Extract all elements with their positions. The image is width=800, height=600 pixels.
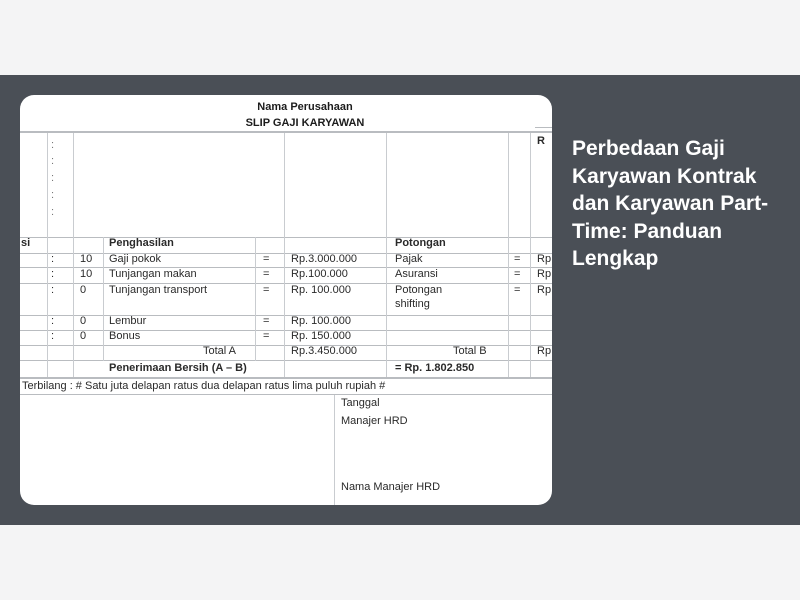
payslip-document [20,95,552,505]
col-line-5 [284,133,285,377]
deduction-amount: Rp [537,268,552,280]
earning-qty: 0 [80,330,87,342]
info-colon: : [51,206,55,218]
earning-amount: Rp. 150.000 [291,330,351,342]
net-pay-value: = Rp. 1.802.850 [395,362,475,374]
amount-in-words: Terbilang : # Satu juta delapan ratus dua delapan ratus lima puluh rupiah # [22,380,386,392]
total-a-label: Total A [203,345,237,357]
manager-label: Manajer HRD [341,415,408,427]
earning-qty: 0 [80,315,87,327]
deduction-amount: Rp [537,284,552,296]
col-line-2 [73,133,74,377]
rule-top [20,131,552,133]
deduction-eq: = [514,284,521,296]
deduction-label: Pajak [395,253,423,265]
right-header-fragment: R [537,135,545,147]
earnings-header: Penghasilan [109,237,174,249]
deduction-eq: = [514,268,521,280]
earning-colon: : [51,268,55,280]
deduction-label: Potongan [395,284,443,296]
col-line-1 [47,133,48,377]
info-colon: : [51,155,55,167]
manager-name: Nama Manajer HRD [341,481,441,493]
date-label: Tanggal [341,397,380,409]
earning-colon: : [51,330,55,342]
signature-line [334,395,335,505]
col-line-4 [255,237,256,361]
rule-before-items [20,237,552,238]
earning-amount: Rp.100.000 [291,268,348,280]
col-line-3 [103,237,104,361]
deduction-eq: = [514,253,521,265]
deduction-label-line2: shifting [395,298,430,310]
earning-label: Tunjangan transport [109,284,208,296]
rule-row2 [20,267,552,268]
earning-eq: = [263,330,270,342]
rule-spelled-top [20,377,552,379]
earning-qty: 0 [80,284,87,296]
earning-eq: = [263,315,270,327]
deductions-header: Potongan [395,237,446,249]
earning-qty: 10 [80,268,93,280]
col-line-7 [508,133,509,377]
earning-label: Lembur [109,315,147,327]
left-label-fragment: si [21,237,31,249]
company-name: Nama Perusahaan [257,101,353,113]
payslip-heading: SLIP GAJI KARYAWAN [245,117,365,129]
earning-label: Tunjangan makan [109,268,197,280]
rule-spelled-bottom [20,394,552,395]
earning-eq: = [263,253,270,265]
earning-label: Bonus [109,330,141,342]
payslip-image-card [20,95,552,505]
total-b-label: Total B [453,345,487,357]
total-b-value: Rp [537,345,552,357]
earning-amount: Rp. 100.000 [291,315,351,327]
rule-row4 [20,315,552,316]
earning-qty: 10 [80,253,93,265]
rule-row3 [20,283,552,284]
rule-net [20,360,552,361]
info-colon: : [51,172,55,184]
deduction-amount: Rp [537,253,552,265]
earning-colon: : [51,253,55,265]
col-line-8 [530,133,531,377]
earning-label: Gaji pokok [109,253,161,265]
earning-eq: = [263,284,270,296]
article-title: Perbedaan Gaji Karyawan Kontrak dan Karyawan Part-Time: Panduan Lengkap [572,137,769,270]
deduction-label: Asuransi [395,268,438,280]
rule-right-top [535,127,552,128]
total-a-value: Rp.3.450.000 [291,345,358,357]
rule-items [20,253,552,254]
earning-eq: = [263,268,270,280]
earning-colon: : [51,315,55,327]
net-pay-label: Penerimaan Bersih (A – B) [109,362,247,374]
earning-amount: Rp.3.000.000 [291,253,358,265]
earning-amount: Rp. 100.000 [291,284,351,296]
info-colon: : [51,189,55,201]
info-colon: : [51,139,55,151]
col-line-6 [386,133,387,377]
rule-row5 [20,330,552,331]
earning-colon: : [51,284,55,296]
